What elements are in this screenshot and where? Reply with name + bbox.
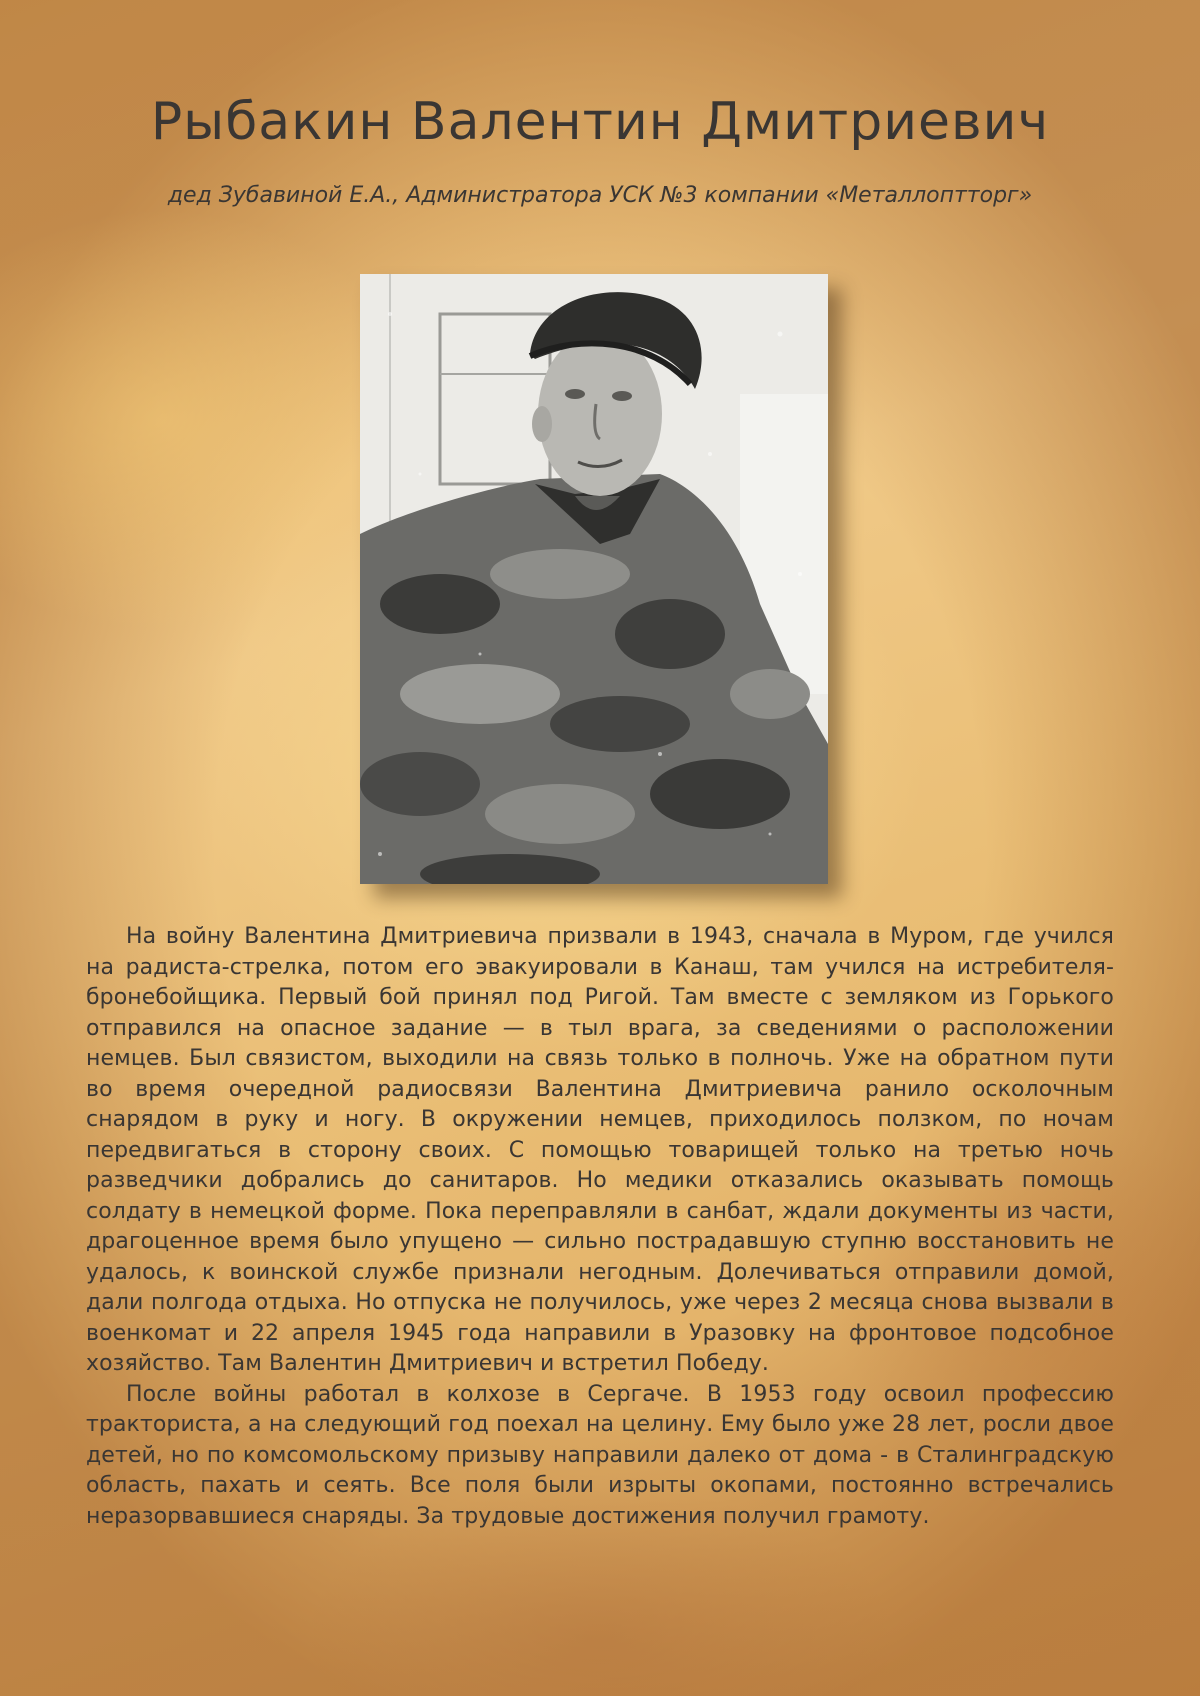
- article-paragraph: После войны работал в колхозе в Сергаче. В 1953 году освоил профессию тракториста, а на следующий год поехал на целину. Ему было уже 28 лет, росли двое детей, но по комсомольскому призыву направили далеко от дома - в Сталинградскую область, пахать и сеять. Все поля были изрыты окопами, постоянно встречались неразорвавшиеся снаряды. За трудовые достижения получил грамоту.: [86, 1381, 1114, 1529]
- article-body: [86, 922, 1114, 1532]
- portrait-photo: [360, 274, 828, 884]
- page-title: Рыбакин Валентин Дмитриевич: [150, 92, 1050, 152]
- page-subtitle: дед Зубавиной Е.А., Администратора УСК №3 компании «Металлоптторг»: [167, 183, 1033, 208]
- article-paragraph: На войну Валентина Дмитриевича призвали в 1943, сначала в Муром, где учился на радиста-стрелка, потом его эвакуировали в Канаш, там учился на истребителя-бронебойщика. Первый бой принял под Ригой. Там вместе с земляком из Горького отправился на опасное задание — в тыл врага, за сведениями о расположении немцев. Был связистом, выходили на связь только в полночь. Уже на обратном пути во время очередной радиосвязи Валентина Дмитриевича ранило осколочным снарядом в руку и ногу. В окружении немцев, приходилось ползком, по ночам передвигаться в сторону своих. С помощью товарищей только на третью ночь разведчики добрались до санитаров. Но медики отказались оказывать помощь солдату в немецкой форме. Пока переправляли в санбат, ждали документы из части, драгоценное время было упущено — сильно пострадавшую ступню восстановить не удалось, к воинской службе признали негодным. Долечиваться отправили домой, дали полгода отдыха. Но отпуска не получилось, уже через 2 месяца снова вызвали в военкомат и 22 апреля 1945 года направили в Уразовку на фронтовое подсобное хозяйство. Там Валентин Дмитриевич и встретил Победу.: [86, 924, 1114, 1376]
